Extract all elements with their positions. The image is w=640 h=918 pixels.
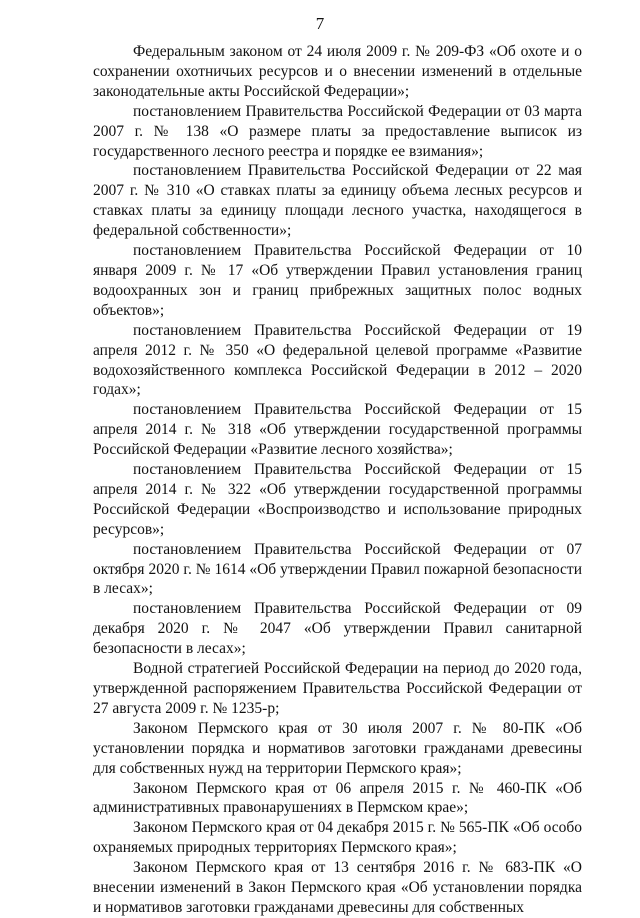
paragraph-perm-law-565: Законом Пермского края от 04 декабря 2015 г. № 565-ПК «Об особо охраняемых природных территориях Пермского края»; — [93, 819, 582, 857]
body-text — [93, 42, 582, 918]
paragraph-water-strategy: Водной стратегией Российской Федерации на период до 2020 года, утвержденной распоряжением Правительства Российской Федерации от 27 августа 2009 г. № 1235-р; — [93, 660, 582, 717]
paragraph-resolution-1614: постановлением Правительства Российской Федерации от 07 октября 2020 г. № 1614 «Об утверждении Правил пожарной безопасности в лесах»; — [93, 540, 582, 598]
paragraph-perm-law-80: Законом Пермского края от 30 июля 2007 г. № 80-ПК «Об установлении порядка и нормативов заготовки гражданами древесины для собственных нужд на территории Пермского края»; — [93, 719, 582, 777]
paragraph-resolution-350: постановлением Правительства Российской Федерации от 19 апреля 2012 г. № 350 «О федеральной целевой программе «Развитие водохозяйственного комплекса Российской Федерации в 2012 – 2020 годах»; — [93, 321, 582, 399]
paragraph-resolution-310: постановлением Правительства Российской Федерации от 22 мая 2007 г. № 310 «О ставках платы за единицу объема лесных ресурсов и ставках платы за единицу площади лесного участка, находящегося в федеральной собственности»; — [93, 162, 582, 240]
paragraph-perm-law-683: Законом Пермского края от 13 сентября 2016 г. № 683-ПК «О внесении изменений в Закон Пермского края «Об установлении порядка и нормативов заготовки гражданами древесины для собственных — [93, 859, 582, 916]
paragraph-resolution-2047: постановлением Правительства Российской Федерации от 09 декабря 2020 г. № 2047 «Об утверждении Правил санитарной безопасности в лесах»; — [93, 600, 582, 658]
paragraph-resolution-138: постановлением Правительства Российской Федерации от 03 марта 2007 г. № 138 «О размере платы за предоставление выписок из государственного лесного реестра и порядке ее взимания»; — [93, 102, 582, 160]
paragraph-resolution-322: постановлением Правительства Российской Федерации от 15 апреля 2014 г. № 322 «Об утверждении государственной программы Российской Федерации «Воспроизводство и использование природных ресурсов»; — [93, 461, 582, 538]
page-number: 7 — [315, 14, 325, 33]
paragraph-resolution-318: постановлением Правительства Российской Федерации от 15 апреля 2014 г. № 318 «Об утверждении государственной программы Российской Федерации «Развитие лесного хозяйства»; — [93, 401, 582, 459]
paragraph-federal-law-209: Федеральным законом от 24 июля 2009 г. № 209-ФЗ «Об охоте и о сохранении охотничьих ресурсов и о внесении изменений в отдельные законодательные акты Российской Федерации»; — [93, 43, 582, 100]
paragraph-resolution-17: постановлением Правительства Российской Федерации от 10 января 2009 г. № 17 «Об утверждении Правил установления границ водоохранных зон и границ прибрежных защитных полос водных объектов»; — [93, 242, 582, 319]
paragraph-perm-law-460: Законом Пермского края от 06 апреля 2015 г. № 460-ПК «Об административных правонарушениях в Пермском крае»; — [93, 779, 582, 817]
